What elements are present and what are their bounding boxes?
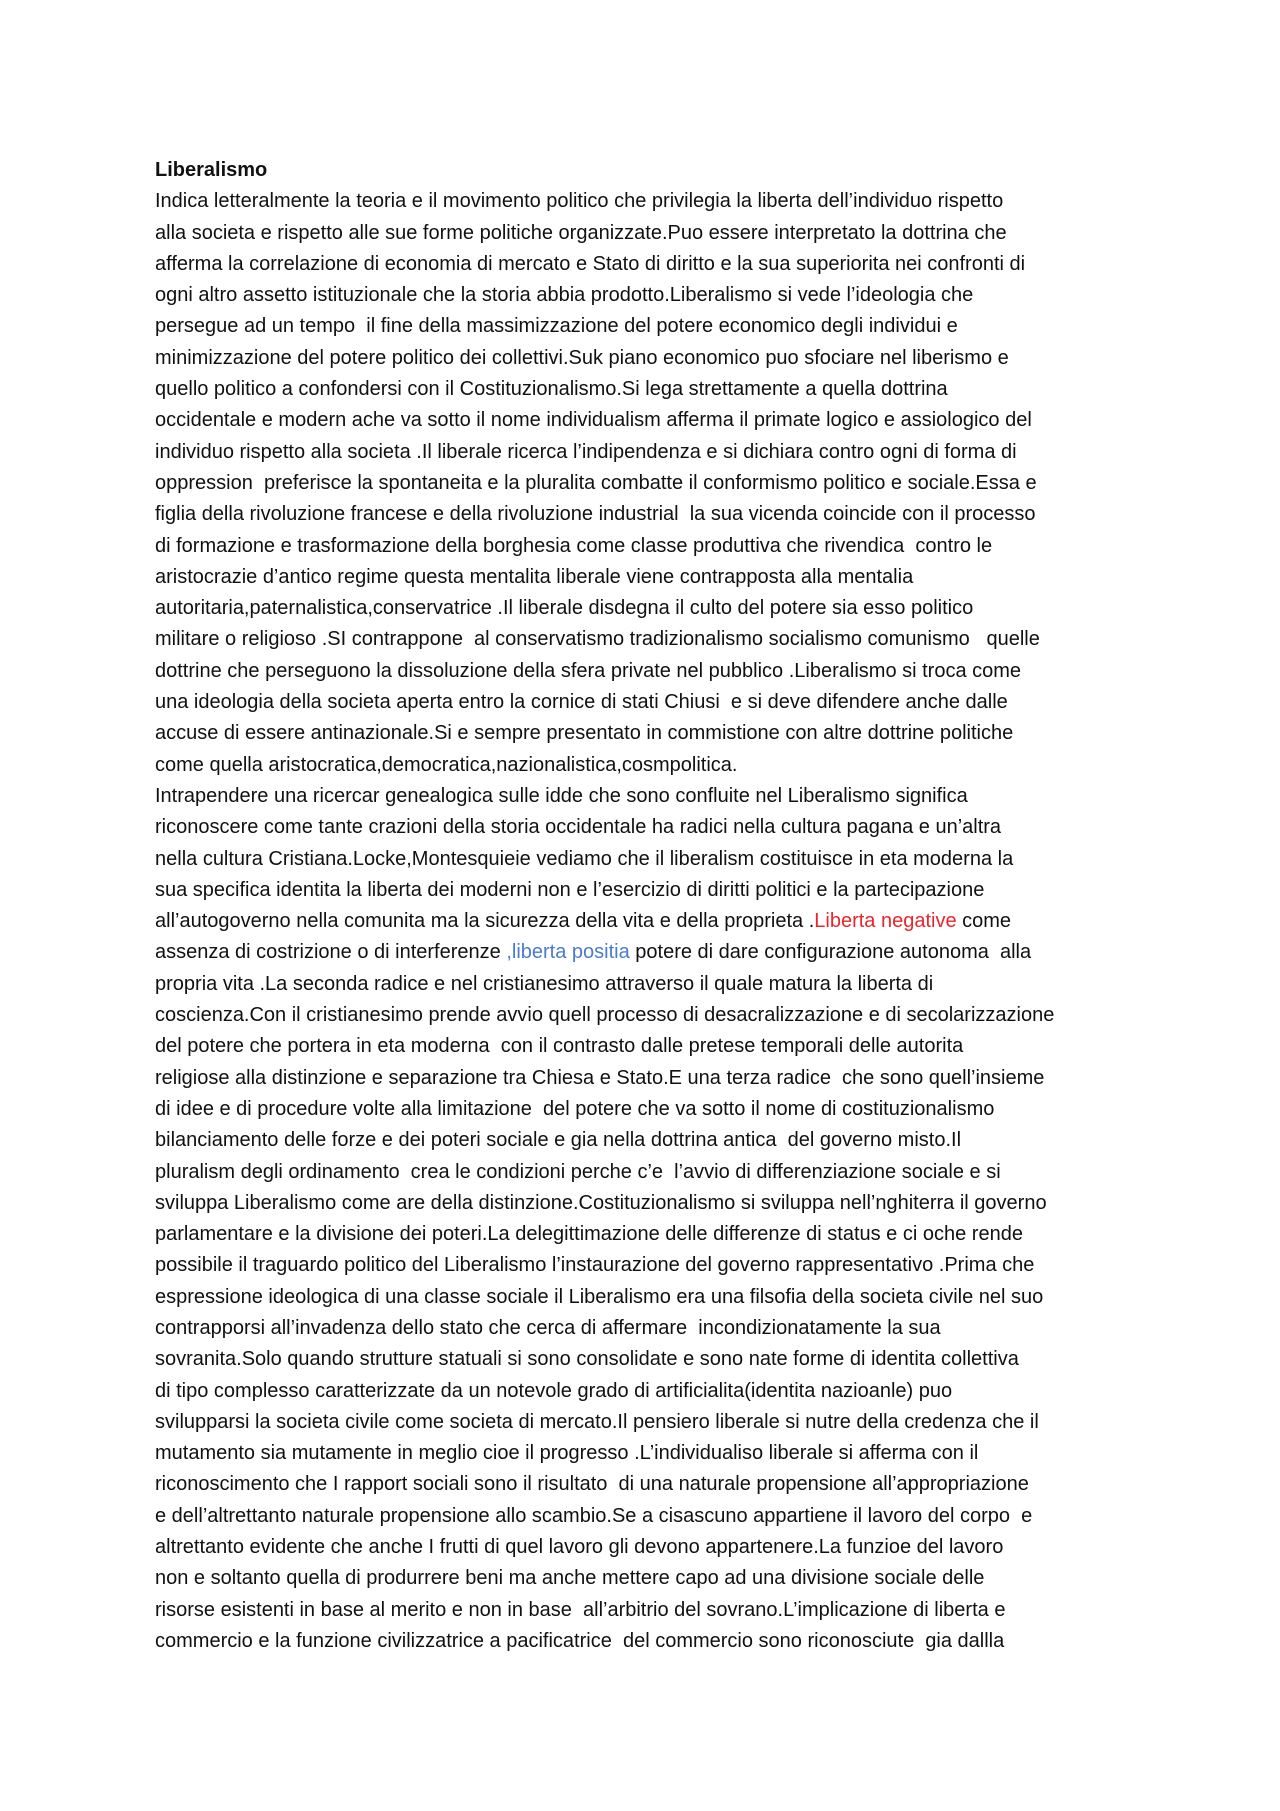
text-line: pluralism degli ordinamento crea le condizioni perche c’e l’avvio di differenziazione sociale e si	[155, 1160, 1001, 1183]
text-line: risorse esistenti in base al merito e non in base all’arbitrio del sovrano.L’implicazione di liberta e	[155, 1598, 1006, 1621]
text-line: quello politico a confondersi con il Costituzionalismo.Si lega strettamente a quella dottrina	[155, 378, 948, 401]
text-line: svilupparsi la societa civile come societa di mercato.Il pensiero liberale si nutre della credenza che il	[155, 1410, 1039, 1433]
text-line: di tipo complesso caratterizzate da un notevole grado di artificialita(identita nazioanle) puo	[155, 1379, 953, 1402]
text-line: occidentale e modern ache va sotto il nome individualism afferma il primate logico e assiologico del	[155, 409, 1032, 432]
text-line: bilanciamento delle forze e dei poteri sociale e gia nella dottrina antica del governo misto.Il	[155, 1129, 962, 1152]
text-line: figlia della rivoluzione francese e della rivoluzione industrial la sua vicenda coincide con il processo	[155, 503, 1036, 526]
text-line: autoritaria,paternalistica,conservatrice .Il liberale disdegna il culto del potere sia esso politico	[155, 597, 974, 620]
text-line: parlamentare e la divisione dei poteri.La delegittimazione delle differenze di status e ci oche rende	[155, 1223, 1023, 1246]
text-line: contrapporsi all’invadenza dello stato che cerca di affermare incondizionatamente la sua	[155, 1316, 941, 1339]
text-line: coscienza.Con il cristianesimo prende avvio quell processo di desacralizzazione e di secolarizzazione	[155, 1004, 1055, 1027]
text-line: Intrapendere una ricercar genealogica sulle idde che sono confluite nel Liberalismo significa	[155, 784, 968, 807]
text-line: di idee e di procedure volte alla limitazione del potere che va sotto il nome di costituzionalismo	[155, 1097, 995, 1120]
text-line: sua specifica identita la liberta dei moderni non e l’esercizio di diritti politici e la partecipazione	[155, 878, 985, 901]
text-line: sovranita.Solo quando strutture statuali si sono consolidate e sono nate forme di identita collettiva	[155, 1348, 1019, 1371]
text-line-with-highlight	[155, 906, 1135, 937]
text-span: assenza di costrizione o di interferenze	[155, 941, 507, 964]
text-line: e dell’altrettanto naturale propensione allo scambio.Se a cisascuno appartiene il lavoro del corpo e	[155, 1504, 1033, 1527]
text-line: riconoscere come tante crazioni della storia occidentale ha radici nella cultura pagana e un’altra	[155, 816, 1002, 839]
text-line: oppression preferisce la spontaneita e la pluralita combatte il conformismo politico e sociale.Essa e	[155, 471, 1037, 494]
text-line: Indica letteralmente la teoria e il movimento politico che privilegia la liberta dell’individuo rispetto	[155, 190, 1004, 213]
text-line: minimizzazione del potere politico dei collettivi.Suk piano economico puo sfociare nel liberismo e	[155, 346, 1009, 369]
highlight-liberta-positiva: ,liberta positia	[506, 941, 630, 964]
text-span: potere di dare configurazione autonoma alla	[629, 941, 1032, 964]
text-line: riconoscimento che I rapport sociali sono il risultato di una naturale propensione all’appropriazione	[155, 1473, 1029, 1496]
text-line: persegue ad un tempo il fine della massimizzazione del potere economico degli individui e	[155, 315, 958, 338]
highlight-liberta-negative: Liberta negative	[814, 910, 957, 933]
text-line-with-highlight	[155, 937, 1135, 968]
text-line: altrettanto evidente che anche I frutti di quel lavoro gli devono appartenere.La funzioe del lavoro	[155, 1536, 1004, 1559]
document-title: Liberalismo	[155, 159, 268, 181]
text-span: all’autogoverno nella comunita ma la sicurezza della vita e della proprieta .	[155, 910, 815, 933]
text-line: espressione ideologica di una classe sociale il Liberalismo era una filsofia della societa civile nel suo	[155, 1285, 1044, 1308]
text-line: sviluppa Liberalismo come are della distinzione.Costituzionalismo si sviluppa nell’nghiterra il governo	[155, 1191, 1047, 1214]
text-line: religiose alla distinzione e separazione tra Chiesa e Stato.E una terza radice che sono quell’insieme	[155, 1066, 1045, 1089]
text-span: come	[956, 910, 1012, 933]
text-line: propria vita .La seconda radice e nel cristianesimo attraverso il quale matura la liberta di	[155, 972, 934, 995]
text-line: come quella aristocratica,democratica,nazionalistica,cosmpolitica.	[155, 753, 738, 776]
text-line: possibile il traguardo politico del Liberalismo l’instaurazione del governo rappresentativo .Prima che	[155, 1254, 1035, 1277]
text-line: militare o religioso .SI contrappone al conservatismo tradizionalismo socialismo comunismo quelle	[155, 628, 1040, 651]
text-line: una ideologia della societa aperta entro la cornice di stati Chiusi e si deve difendere anche dalle	[155, 691, 1008, 714]
text-line: ogni altro assetto istituzionale che la storia abbia prodotto.Liberalismo si vede l’ideologia che	[155, 284, 974, 307]
text-line: del potere che portera in eta moderna con il contrasto dalle pretese temporali delle autorita	[155, 1035, 964, 1058]
text-line: individuo rispetto alla societa .Il liberale ricerca l’indipendenza e si dichiara contro ogni di forma di	[155, 440, 1017, 463]
document-body	[155, 155, 1135, 1657]
text-line: aristocrazie d’antico regime questa mentalita liberale viene contrapposta alla mentalia	[155, 565, 914, 588]
text-line: nella cultura Cristiana.Locke,Montesquieie vediamo che il liberalism costituisce in eta moderna la	[155, 847, 1014, 870]
text-line: di formazione e trasformazione della borghesia come classe produttiva che rivendica contro le	[155, 534, 993, 557]
text-line: non e soltanto quella di produrrere beni ma anche mettere capo ad una divisione sociale delle	[155, 1567, 985, 1590]
text-line: dottrine che perseguono la dissoluzione della sfera private nel pubblico .Liberalismo si troca come	[155, 659, 1022, 682]
text-line: commercio e la funzione civilizzatrice a pacificatrice del commercio sono riconosciute gia dallla	[155, 1629, 1005, 1652]
text-line: mutamento sia mutamente in meglio cioe il progresso .L’individualiso liberale si afferma con il	[155, 1442, 979, 1465]
text-line: alla societa e rispetto alle sue forme politiche organizzate.Puo essere interpretato la dottrina che	[155, 221, 1007, 244]
text-line: afferma la correlazione di economia di mercato e Stato di diritto e la sua superiorita nei confronti di	[155, 252, 1026, 275]
text-line: accuse di essere antinazionale.Si e sempre presentato in commistione con altre dottrine politiche	[155, 722, 1014, 745]
